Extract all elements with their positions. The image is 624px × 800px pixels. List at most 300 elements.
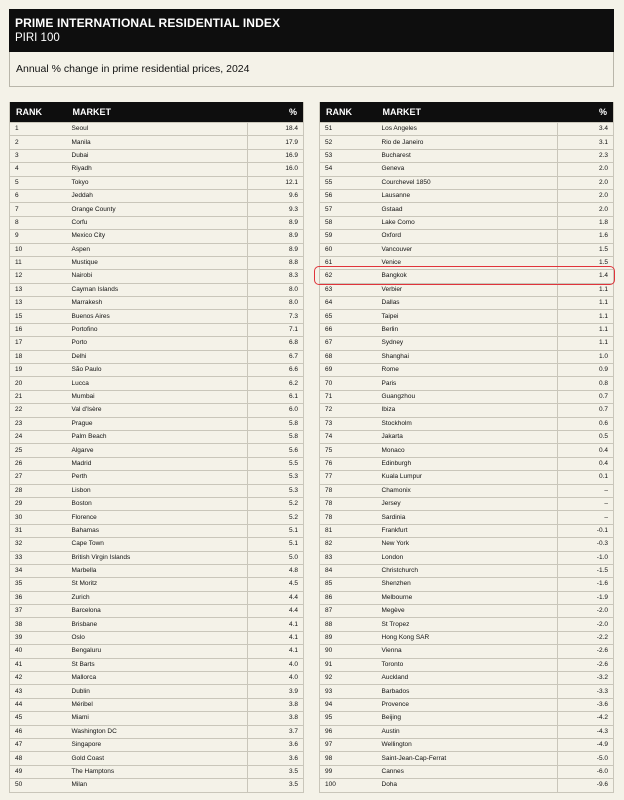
market-cell: Cayman Islands <box>67 283 248 296</box>
rank-cell: 34 <box>10 564 67 577</box>
rank-cell: 36 <box>10 591 67 604</box>
market-cell: Venice <box>377 256 558 269</box>
market-cell: Mumbai <box>67 390 248 403</box>
market-cell: Gold Coast <box>67 752 248 765</box>
table-row <box>320 685 614 698</box>
table-row <box>10 672 304 685</box>
pct-cell: 16.0 <box>248 163 304 176</box>
market-cell: Rome <box>377 364 558 377</box>
pct-cell: 4.4 <box>248 605 304 618</box>
pct-cell: 8.3 <box>248 270 304 283</box>
rank-cell: 84 <box>320 564 377 577</box>
table-row <box>320 123 614 136</box>
table-row <box>10 163 304 176</box>
table-row <box>320 725 614 738</box>
rank-cell: 82 <box>320 538 377 551</box>
pct-cell: 12.1 <box>248 176 304 189</box>
pct-cell: 1.1 <box>558 283 614 296</box>
pct-cell: 6.8 <box>248 337 304 350</box>
table-row <box>320 511 614 524</box>
pct-cell: 2.3 <box>558 149 614 162</box>
rank-cell: 16 <box>10 323 67 336</box>
market-cell: Ibiza <box>377 404 558 417</box>
table-row <box>10 430 304 443</box>
ranking-rows-right <box>320 123 614 793</box>
rank-cell: 83 <box>320 551 377 564</box>
rank-cell: 10 <box>10 243 67 256</box>
market-cell: São Paulo <box>67 364 248 377</box>
market-cell: Chamonix <box>377 484 558 497</box>
pct-cell: -3.3 <box>558 685 614 698</box>
table-row <box>320 631 614 644</box>
market-cell: Vienna <box>377 645 558 658</box>
rank-cell: 85 <box>320 578 377 591</box>
market-cell: Lucca <box>67 377 248 390</box>
market-cell: Taipei <box>377 310 558 323</box>
table-row <box>10 591 304 604</box>
market-cell: Mexico City <box>67 230 248 243</box>
caption-box <box>9 52 614 87</box>
market-cell: Cape Town <box>67 538 248 551</box>
pct-cell: 1.1 <box>558 310 614 323</box>
bangkok-highlight-outline <box>314 266 615 285</box>
market-cell: Berlin <box>377 323 558 336</box>
table-row <box>10 404 304 417</box>
rank-cell: 31 <box>10 524 67 537</box>
table-row <box>320 136 614 149</box>
rank-cell: 1 <box>10 123 67 136</box>
rank-cell: 8 <box>10 216 67 229</box>
rank-cell: 25 <box>10 444 67 457</box>
table-row <box>320 417 614 430</box>
ranking-table-left <box>9 102 304 793</box>
rank-cell: 75 <box>320 444 377 457</box>
table-row <box>10 216 304 229</box>
rank-cell: 46 <box>10 725 67 738</box>
pct-header: % <box>558 102 614 123</box>
market-cell: Lisbon <box>67 484 248 497</box>
ranking-rows-left <box>10 123 304 793</box>
market-cell: Aspen <box>67 243 248 256</box>
market-cell: Algarve <box>67 444 248 457</box>
market-cell: Madrid <box>67 457 248 470</box>
pct-cell: 8.0 <box>248 297 304 310</box>
market-cell: Melbourne <box>377 591 558 604</box>
market-cell: Jeddah <box>67 189 248 202</box>
page-subtitle: PIRI 100 <box>15 32 60 44</box>
table-row <box>320 738 614 751</box>
rank-cell: 96 <box>320 725 377 738</box>
table-row <box>320 176 614 189</box>
pct-cell: 5.1 <box>248 524 304 537</box>
pct-cell: 2.0 <box>558 176 614 189</box>
market-cell: Doha <box>377 779 558 792</box>
pct-cell: 5.6 <box>248 444 304 457</box>
rank-cell: 52 <box>320 136 377 149</box>
pct-cell: -1.5 <box>558 564 614 577</box>
pct-cell: 3.7 <box>248 725 304 738</box>
pct-cell: 0.9 <box>558 364 614 377</box>
market-cell: Tokyo <box>67 176 248 189</box>
market-cell: Paris <box>377 377 558 390</box>
market-cell: Kuala Lumpur <box>377 471 558 484</box>
rank-cell: 81 <box>320 524 377 537</box>
rank-cell: 44 <box>10 698 67 711</box>
rank-cell: 39 <box>10 631 67 644</box>
rank-cell: 100 <box>320 779 377 792</box>
pct-cell: 5.3 <box>248 484 304 497</box>
rank-cell: 99 <box>320 765 377 778</box>
table-row <box>320 484 614 497</box>
caption-text: Annual % change in prime residential prices, 2024 <box>16 63 250 75</box>
pct-cell: 9.3 <box>248 203 304 216</box>
pct-cell: 6.0 <box>248 404 304 417</box>
table-row <box>320 765 614 778</box>
table-row <box>10 457 304 470</box>
pct-cell: 1.5 <box>558 243 614 256</box>
rank-cell: 42 <box>10 672 67 685</box>
table-row <box>10 364 304 377</box>
rank-cell: 65 <box>320 310 377 323</box>
rank-cell: 51 <box>320 123 377 136</box>
market-cell: British Virgin Islands <box>67 551 248 564</box>
rank-cell: 70 <box>320 377 377 390</box>
rank-cell: 72 <box>320 404 377 417</box>
market-cell: Bucharest <box>377 149 558 162</box>
table-row <box>320 404 614 417</box>
rank-cell: 66 <box>320 323 377 336</box>
rank-cell: 27 <box>10 471 67 484</box>
table-row <box>10 230 304 243</box>
table-row <box>10 203 304 216</box>
table-row <box>320 203 614 216</box>
ranking-table-right <box>319 102 614 793</box>
market-cell: Shanghai <box>377 350 558 363</box>
market-cell: Oslo <box>67 631 248 644</box>
rank-cell: 77 <box>320 471 377 484</box>
market-cell: Beijing <box>377 712 558 725</box>
pct-cell: 1.1 <box>558 337 614 350</box>
pct-cell: 8.9 <box>248 230 304 243</box>
pct-cell: 3.4 <box>558 123 614 136</box>
market-cell: London <box>377 551 558 564</box>
market-cell: Wellington <box>377 738 558 751</box>
market-cell: Dallas <box>377 297 558 310</box>
table-header-row <box>10 102 304 123</box>
rank-cell: 68 <box>320 350 377 363</box>
market-cell: St Barts <box>67 658 248 671</box>
market-cell: Saint-Jean-Cap-Ferrat <box>377 752 558 765</box>
table-row <box>320 297 614 310</box>
market-cell: Mallorca <box>67 672 248 685</box>
table-row <box>10 444 304 457</box>
rank-cell: 45 <box>10 712 67 725</box>
market-cell: Buenos Aires <box>67 310 248 323</box>
pct-cell: 0.7 <box>558 404 614 417</box>
market-cell: Bangkok <box>377 270 558 283</box>
market-cell: Sardinia <box>377 511 558 524</box>
market-cell: Vancouver <box>377 243 558 256</box>
table-row <box>320 698 614 711</box>
market-cell: Barcelona <box>67 605 248 618</box>
rank-cell: 61 <box>320 256 377 269</box>
market-cell: Florence <box>67 511 248 524</box>
rank-cell: 93 <box>320 685 377 698</box>
rank-cell: 60 <box>320 243 377 256</box>
pct-cell: 3.6 <box>248 738 304 751</box>
pct-cell: 0.6 <box>558 417 614 430</box>
market-cell: Auckland <box>377 672 558 685</box>
rank-cell: 78 <box>320 497 377 510</box>
pct-cell: 6.7 <box>248 350 304 363</box>
market-cell: Rio de Janeiro <box>377 136 558 149</box>
table-row <box>10 310 304 323</box>
pct-cell: -2.6 <box>558 645 614 658</box>
table-row <box>320 538 614 551</box>
table-row <box>320 551 614 564</box>
rank-cell: 9 <box>10 230 67 243</box>
market-cell: Frankfurt <box>377 524 558 537</box>
market-cell: Edinburgh <box>377 457 558 470</box>
pct-cell: 5.2 <box>248 511 304 524</box>
pct-cell: – <box>558 484 614 497</box>
pct-cell: 7.3 <box>248 310 304 323</box>
table-row <box>320 310 614 323</box>
pct-cell: 0.5 <box>558 430 614 443</box>
pct-cell: 16.9 <box>248 149 304 162</box>
market-cell: Porto <box>67 337 248 350</box>
market-cell: Monaco <box>377 444 558 457</box>
pct-cell: -2.2 <box>558 631 614 644</box>
rank-cell: 63 <box>320 283 377 296</box>
pct-cell: 0.8 <box>558 377 614 390</box>
market-cell: Provence <box>377 698 558 711</box>
market-header: MARKET <box>377 102 558 123</box>
market-cell: Christchurch <box>377 564 558 577</box>
rank-cell: 54 <box>320 163 377 176</box>
table-row <box>10 377 304 390</box>
market-cell: Portofino <box>67 323 248 336</box>
table-row <box>320 471 614 484</box>
pct-cell: -6.0 <box>558 765 614 778</box>
table-header-row <box>320 102 614 123</box>
market-cell: Riyadh <box>67 163 248 176</box>
rank-cell: 29 <box>10 497 67 510</box>
market-cell: Marrakesh <box>67 297 248 310</box>
rank-cell: 67 <box>320 337 377 350</box>
rank-cell: 22 <box>10 404 67 417</box>
pct-cell: 3.5 <box>248 765 304 778</box>
rank-cell: 38 <box>10 618 67 631</box>
pct-cell: 2.0 <box>558 203 614 216</box>
rank-cell: 3 <box>10 149 67 162</box>
market-cell: Lausanne <box>377 189 558 202</box>
table-row <box>10 497 304 510</box>
market-cell: Boston <box>67 497 248 510</box>
table-row <box>320 283 614 296</box>
pct-cell: 4.0 <box>248 672 304 685</box>
table-row <box>320 243 614 256</box>
table-row <box>320 350 614 363</box>
pct-cell: 5.3 <box>248 471 304 484</box>
rank-cell: 17 <box>10 337 67 350</box>
pct-cell: 7.1 <box>248 323 304 336</box>
pct-cell: 5.8 <box>248 417 304 430</box>
pct-cell: 2.0 <box>558 189 614 202</box>
pct-cell: -4.3 <box>558 725 614 738</box>
rank-cell: 5 <box>10 176 67 189</box>
pct-cell: 3.9 <box>248 685 304 698</box>
rank-cell: 35 <box>10 578 67 591</box>
market-cell: Marbella <box>67 564 248 577</box>
pct-cell: -2.0 <box>558 618 614 631</box>
market-cell: Toronto <box>377 658 558 671</box>
pct-cell: 1.1 <box>558 323 614 336</box>
market-cell: Mustique <box>67 256 248 269</box>
market-cell: Oxford <box>377 230 558 243</box>
pct-cell: 4.4 <box>248 591 304 604</box>
pct-cell: 5.5 <box>248 457 304 470</box>
table-row <box>10 511 304 524</box>
table-row <box>10 524 304 537</box>
table-row <box>320 618 614 631</box>
rank-cell: 21 <box>10 390 67 403</box>
pct-cell: -5.0 <box>558 752 614 765</box>
rank-cell: 86 <box>320 591 377 604</box>
pct-cell: 3.8 <box>248 698 304 711</box>
pct-cell: 4.0 <box>248 658 304 671</box>
rank-cell: 94 <box>320 698 377 711</box>
pct-cell: 5.2 <box>248 497 304 510</box>
rank-cell: 4 <box>10 163 67 176</box>
market-cell: New York <box>377 538 558 551</box>
rank-cell: 71 <box>320 390 377 403</box>
market-cell: Val d'Isère <box>67 404 248 417</box>
pct-cell: 1.8 <box>558 216 614 229</box>
table-row <box>320 323 614 336</box>
rank-cell: 26 <box>10 457 67 470</box>
rank-cell: 24 <box>10 430 67 443</box>
rank-cell: 98 <box>320 752 377 765</box>
pct-cell: 0.7 <box>558 390 614 403</box>
rank-cell: 13 <box>10 283 67 296</box>
table-row <box>320 672 614 685</box>
table-row <box>10 551 304 564</box>
rank-cell: 37 <box>10 605 67 618</box>
rank-cell: 89 <box>320 631 377 644</box>
market-cell: Sydney <box>377 337 558 350</box>
table-row <box>10 297 304 310</box>
table-row <box>10 123 304 136</box>
table-row <box>10 605 304 618</box>
table-row <box>320 712 614 725</box>
table-row <box>10 270 304 283</box>
rank-cell: 40 <box>10 645 67 658</box>
pct-cell: 4.5 <box>248 578 304 591</box>
rank-cell: 19 <box>10 364 67 377</box>
pct-cell: 4.8 <box>248 564 304 577</box>
pct-cell: 4.1 <box>248 618 304 631</box>
rank-cell: 23 <box>10 417 67 430</box>
pct-cell: – <box>558 511 614 524</box>
table-row <box>320 605 614 618</box>
pct-cell: -1.9 <box>558 591 614 604</box>
table-row <box>320 645 614 658</box>
rank-cell: 78 <box>320 484 377 497</box>
market-cell: Jersey <box>377 497 558 510</box>
market-cell: Palm Beach <box>67 430 248 443</box>
market-cell: St Moritz <box>67 578 248 591</box>
market-cell: Corfu <box>67 216 248 229</box>
market-cell: Bahamas <box>67 524 248 537</box>
rank-cell: 69 <box>320 364 377 377</box>
table-row <box>10 765 304 778</box>
table-row <box>10 484 304 497</box>
table-row <box>320 337 614 350</box>
rank-cell: 30 <box>10 511 67 524</box>
market-cell: Shenzhen <box>377 578 558 591</box>
rank-cell: 55 <box>320 176 377 189</box>
market-cell: Perth <box>67 471 248 484</box>
rank-cell: 88 <box>320 618 377 631</box>
pct-cell: 3.8 <box>248 712 304 725</box>
pct-cell: -3.2 <box>558 672 614 685</box>
table-row <box>320 216 614 229</box>
table-row <box>10 618 304 631</box>
market-cell: Manila <box>67 136 248 149</box>
table-row <box>10 390 304 403</box>
market-cell: Washington DC <box>67 725 248 738</box>
market-cell: Austin <box>377 725 558 738</box>
table-row <box>320 390 614 403</box>
rank-cell: 28 <box>10 484 67 497</box>
pct-cell: -3.6 <box>558 698 614 711</box>
rank-cell: 43 <box>10 685 67 698</box>
rank-cell: 47 <box>10 738 67 751</box>
rank-cell: 18 <box>10 350 67 363</box>
pct-cell: 3.5 <box>248 779 304 792</box>
table-row <box>10 738 304 751</box>
market-cell: Lake Como <box>377 216 558 229</box>
table-row <box>320 377 614 390</box>
rank-cell: 6 <box>10 189 67 202</box>
rank-cell: 20 <box>10 377 67 390</box>
pct-cell: -1.0 <box>558 551 614 564</box>
market-cell: Prague <box>67 417 248 430</box>
pct-cell: 18.4 <box>248 123 304 136</box>
table-row <box>320 230 614 243</box>
pct-cell: 8.0 <box>248 283 304 296</box>
market-cell: Bengaluru <box>67 645 248 658</box>
rank-cell: 12 <box>10 270 67 283</box>
table-row <box>10 631 304 644</box>
table-row <box>320 149 614 162</box>
pct-cell: -0.3 <box>558 538 614 551</box>
rank-cell: 33 <box>10 551 67 564</box>
rank-cell: 64 <box>320 297 377 310</box>
rank-cell: 59 <box>320 230 377 243</box>
pct-cell: -4.9 <box>558 738 614 751</box>
market-cell: Orange County <box>67 203 248 216</box>
market-cell: Singapore <box>67 738 248 751</box>
table-row <box>10 283 304 296</box>
market-cell: Barbados <box>377 685 558 698</box>
table-row <box>10 538 304 551</box>
pct-cell: 1.1 <box>558 297 614 310</box>
market-cell: Gstaad <box>377 203 558 216</box>
table-row <box>10 136 304 149</box>
rank-cell: 73 <box>320 417 377 430</box>
